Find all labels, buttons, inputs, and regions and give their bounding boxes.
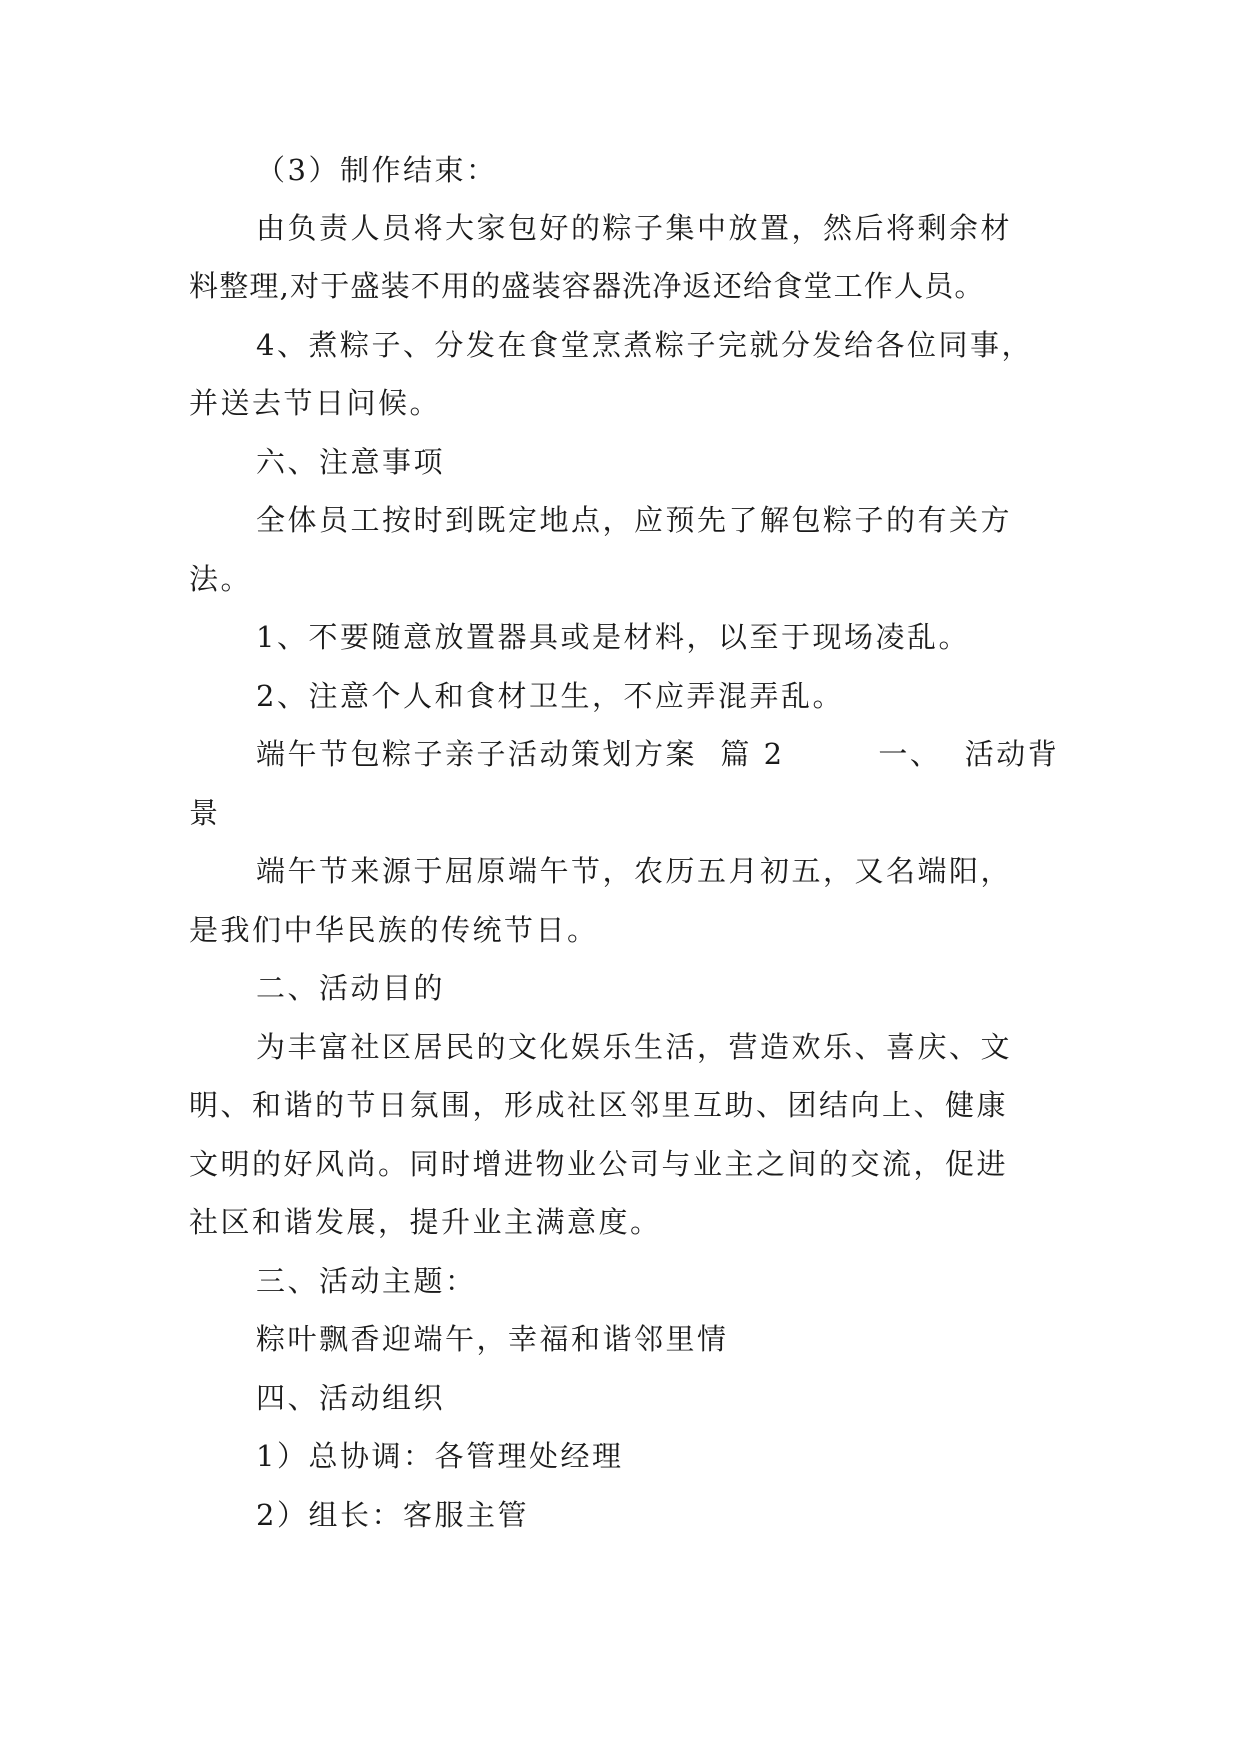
paragraph-line: 并送去节日问候。 bbox=[189, 386, 442, 420]
paragraph-line: 文明的好风尚。同时增进物业公司与业主之间的交流，促进 bbox=[189, 1147, 1009, 1181]
theme-slogan: 粽叶飘香迎端午，幸福和谐邻里情 bbox=[256, 1322, 729, 1356]
section-heading-theme: 三、活动主题： bbox=[256, 1264, 477, 1298]
paragraph-line: 端午节来源于屈原端午节，农历五月初五，又名端阳， bbox=[256, 854, 1013, 888]
paragraph-line: 4、煮粽子、分发在食堂烹煮粽子完就分发给各位同事， bbox=[256, 328, 1033, 362]
list-item: 1）总协调：各管理处经理 bbox=[256, 1439, 624, 1473]
paragraph-line: 社区和谐发展，提升业主满意度。 bbox=[189, 1205, 662, 1239]
paragraph-line: 是我们中华民族的传统节日。 bbox=[189, 913, 599, 947]
list-item: 1、不要随意放置器具或是材料，以至于现场凌乱。 bbox=[256, 620, 970, 654]
list-item: 2、注意个人和食材卫生，不应弄混弄乱。 bbox=[256, 679, 844, 713]
subheading-production-end: （3）制作结束： bbox=[256, 153, 498, 187]
section-heading-notes: 六、注意事项 bbox=[256, 445, 446, 479]
document-title-part2: 端午节包粽子亲子活动策划方案 篇 2 一、 活动背 bbox=[256, 737, 1060, 771]
paragraph-line: 料整理,对于盛装不用的盛装容器洗净返还给食堂工作人员。 bbox=[189, 269, 985, 303]
section-heading-organization: 四、活动组织 bbox=[256, 1381, 446, 1415]
paragraph-line: 由负责人员将大家包好的粽子集中放置，然后将剩余材 bbox=[256, 211, 1013, 245]
paragraph-line: 景 bbox=[189, 796, 221, 830]
paragraph-line: 全体员工按时到既定地点，应预先了解包粽子的有关方 bbox=[256, 503, 1013, 537]
paragraph-line: 明、和谐的节日氛围，形成社区邻里互助、团结向上、健康 bbox=[189, 1088, 1009, 1122]
section-heading-purpose: 二、活动目的 bbox=[256, 971, 446, 1005]
list-item: 2）组长：客服主管 bbox=[256, 1498, 529, 1532]
paragraph-line: 为丰富社区居民的文化娱乐生活，营造欢乐、喜庆、文 bbox=[256, 1030, 1013, 1064]
paragraph-line: 法。 bbox=[189, 562, 253, 596]
